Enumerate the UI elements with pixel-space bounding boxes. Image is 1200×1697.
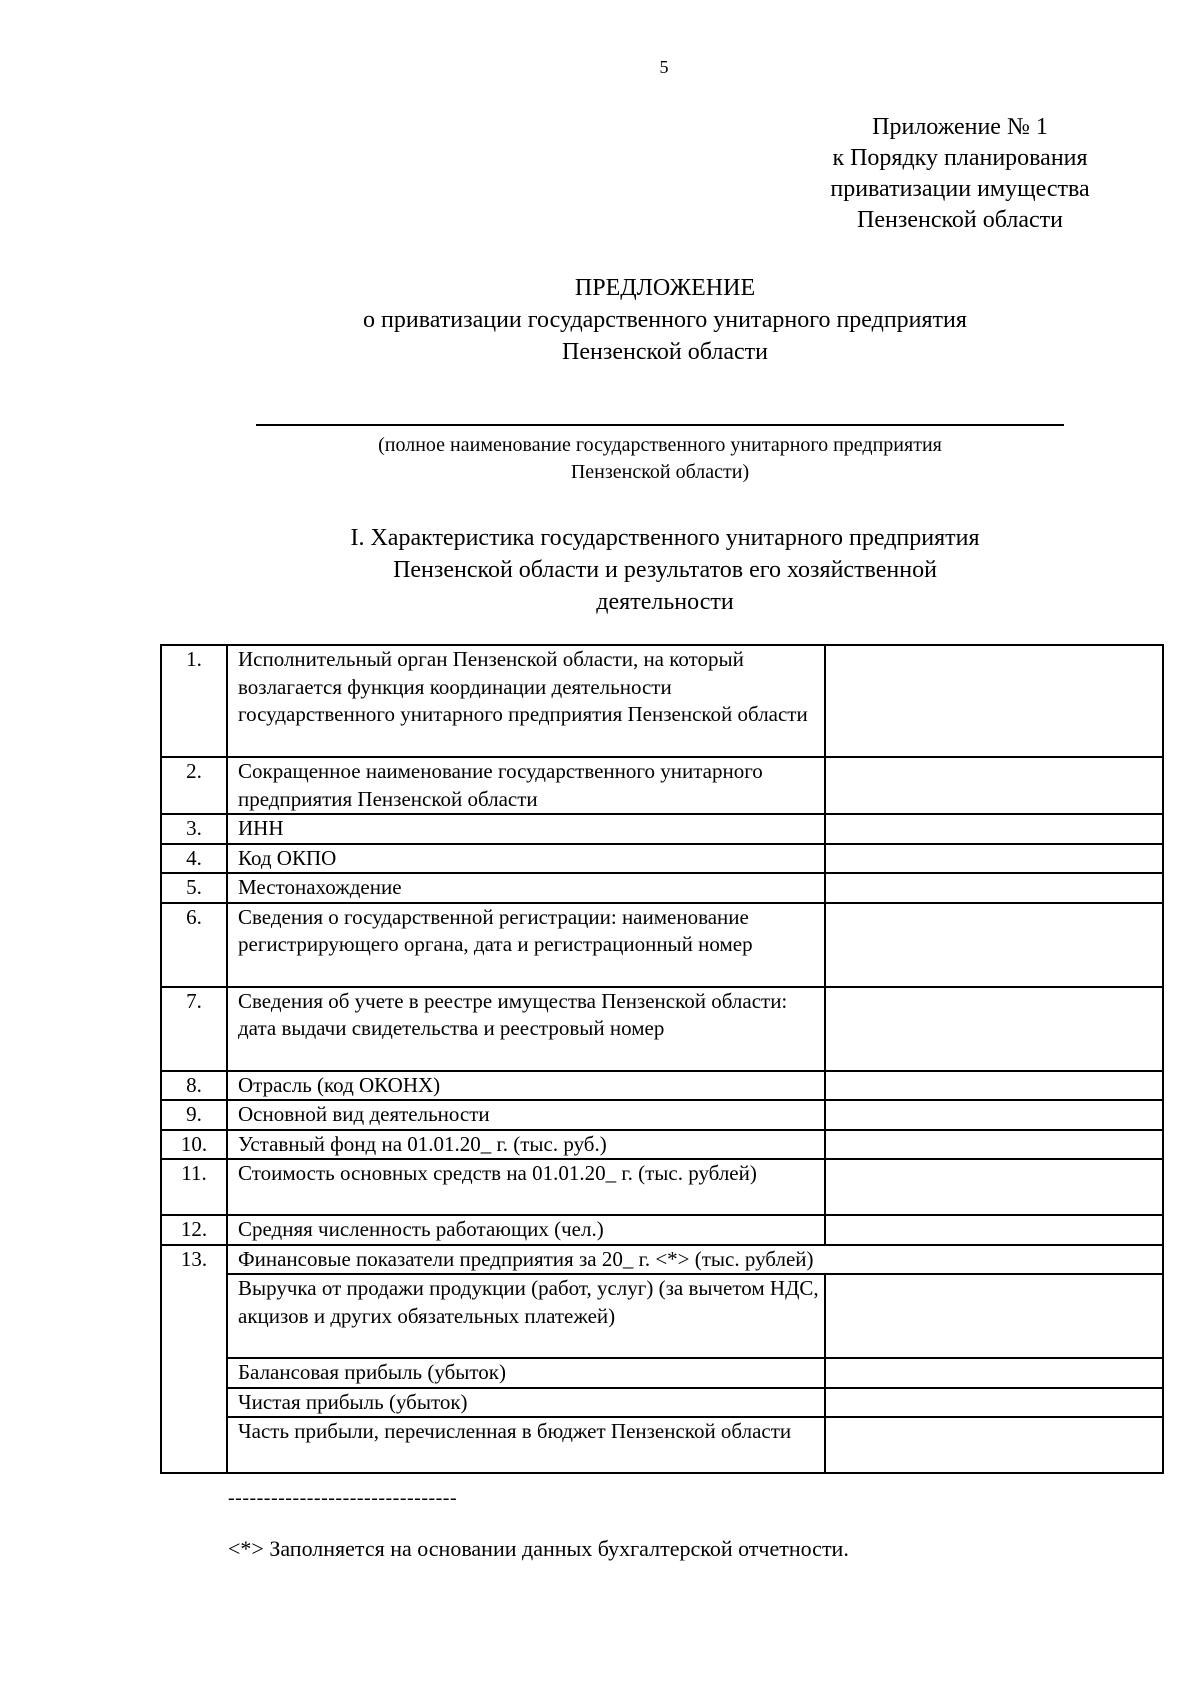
- row-label: Сведения о государственной регистрации: наименование регистрирующего органа, дата и регистрационный номер: [227, 903, 825, 987]
- value-cell[interactable]: [825, 1358, 1163, 1388]
- row-label: Сведения об учете в реестре имущества Пензенской области: дата выдачи свидетельства и реестровый номер: [227, 987, 825, 1071]
- table-row: [161, 1245, 1163, 1275]
- footnote-text: <*> Заполняется на основании данных бухгалтерской отчетности.: [228, 1536, 849, 1561]
- row-label: Стоимость основных средств на 01.01.20_ г. (тыс. рублей): [227, 1159, 825, 1215]
- caption-line: (полное наименование государственного унитарного предприятия: [378, 434, 942, 456]
- table-subrow: [161, 1274, 1163, 1358]
- table-subrow: [161, 1358, 1163, 1388]
- row-number: 5.: [161, 873, 227, 903]
- appendix-line: к Порядку планирования: [832, 145, 1088, 171]
- row-number: 10.: [161, 1130, 227, 1160]
- row-number: 4.: [161, 844, 227, 874]
- section-heading-line: Пензенской области и результатов его хозяйственной: [393, 557, 937, 583]
- row-number: 7.: [161, 987, 227, 1071]
- value-cell[interactable]: [825, 1130, 1163, 1160]
- footnote-separator: --------------------------------: [228, 1487, 458, 1509]
- table-row: [161, 844, 1163, 874]
- title-line: Пензенской области: [562, 339, 768, 365]
- value-cell[interactable]: [825, 903, 1163, 987]
- row-label: Финансовые показатели предприятия за 20_ г. <*> (тыс. рублей): [227, 1245, 1163, 1275]
- row-number: 2.: [161, 757, 227, 814]
- value-cell[interactable]: [825, 1388, 1163, 1418]
- row-label: Исполнительный орган Пензенской области, на который возлагается функция координации деятельности государственного унитарного предприятия Пензенской области: [227, 645, 825, 757]
- value-cell[interactable]: [825, 1274, 1163, 1358]
- table-row: [161, 1100, 1163, 1130]
- row-number: 6.: [161, 903, 227, 987]
- row-label: Уставный фонд на 01.01.20_ г. (тыс. руб.): [227, 1130, 825, 1160]
- table-row: [161, 873, 1163, 903]
- row-number: 11.: [161, 1159, 227, 1215]
- enterprise-name-caption: [256, 432, 1064, 486]
- value-cell[interactable]: [825, 1100, 1163, 1130]
- value-cell[interactable]: [825, 814, 1163, 844]
- table-subrow: [161, 1417, 1163, 1473]
- table-row: [161, 1071, 1163, 1101]
- row-label: Код ОКПО: [227, 844, 825, 874]
- row-number: 1.: [161, 645, 227, 757]
- subrow-label: Чистая прибыль (убыток): [227, 1388, 825, 1418]
- row-label: ИНН: [227, 814, 825, 844]
- page-number: 5: [659, 57, 669, 77]
- subrow-label: Балансовая прибыль (убыток): [227, 1358, 825, 1388]
- section-heading: [250, 522, 1080, 618]
- value-cell[interactable]: [825, 1159, 1163, 1215]
- row-number: 13.: [161, 1245, 227, 1474]
- value-cell[interactable]: [825, 1215, 1163, 1245]
- value-cell[interactable]: [825, 844, 1163, 874]
- table-row: [161, 903, 1163, 987]
- table-row: [161, 987, 1163, 1071]
- caption-line: Пензенской области): [570, 461, 750, 483]
- title-heading: ПРЕДЛОЖЕНИЕ: [574, 275, 756, 301]
- value-cell[interactable]: [825, 1071, 1163, 1101]
- table-row: [161, 814, 1163, 844]
- appendix-line: Пензенской области: [857, 207, 1063, 233]
- row-number: 9.: [161, 1100, 227, 1130]
- title-line: о приватизации государственного унитарного предприятия: [363, 307, 967, 333]
- subrow-label: Выручка от продажи продукции (работ, услуг) (за вычетом НДС, акцизов и других обязательных платежей): [227, 1274, 825, 1358]
- value-cell[interactable]: [825, 757, 1163, 814]
- table-row: [161, 1130, 1163, 1160]
- value-cell[interactable]: [825, 873, 1163, 903]
- value-cell[interactable]: [825, 645, 1163, 757]
- row-label: Средняя численность работающих (чел.): [227, 1215, 825, 1245]
- row-number: 3.: [161, 814, 227, 844]
- row-label: Основной вид деятельности: [227, 1100, 825, 1130]
- enterprise-characteristics-table: [160, 644, 1164, 1474]
- value-cell[interactable]: [825, 1417, 1163, 1473]
- subrow-label: Часть прибыли, перечисленная в бюджет Пензенской области: [227, 1417, 825, 1473]
- row-number: 12.: [161, 1215, 227, 1245]
- value-cell[interactable]: [825, 987, 1163, 1071]
- enterprise-name-blank-line: [256, 424, 1064, 426]
- row-number: 8.: [161, 1071, 227, 1101]
- appendix-line: Приложение № 1: [872, 114, 1048, 140]
- table-row: [161, 1159, 1163, 1215]
- table-row: [161, 757, 1163, 814]
- appendix-reference: [760, 112, 1160, 236]
- row-label: Отрасль (код ОКОНХ): [227, 1071, 825, 1101]
- row-label: Местонахождение: [227, 873, 825, 903]
- document-title: [250, 272, 1080, 368]
- table-subrow: [161, 1388, 1163, 1418]
- appendix-line: приватизации имущества: [830, 176, 1090, 202]
- table-row: [161, 1215, 1163, 1245]
- table-row: [161, 645, 1163, 757]
- row-label: Сокращенное наименование государственного унитарного предприятия Пензенской области: [227, 757, 825, 814]
- section-heading-line: I. Характеристика государственного унитарного предприятия: [350, 525, 980, 551]
- section-heading-line: деятельности: [596, 589, 734, 615]
